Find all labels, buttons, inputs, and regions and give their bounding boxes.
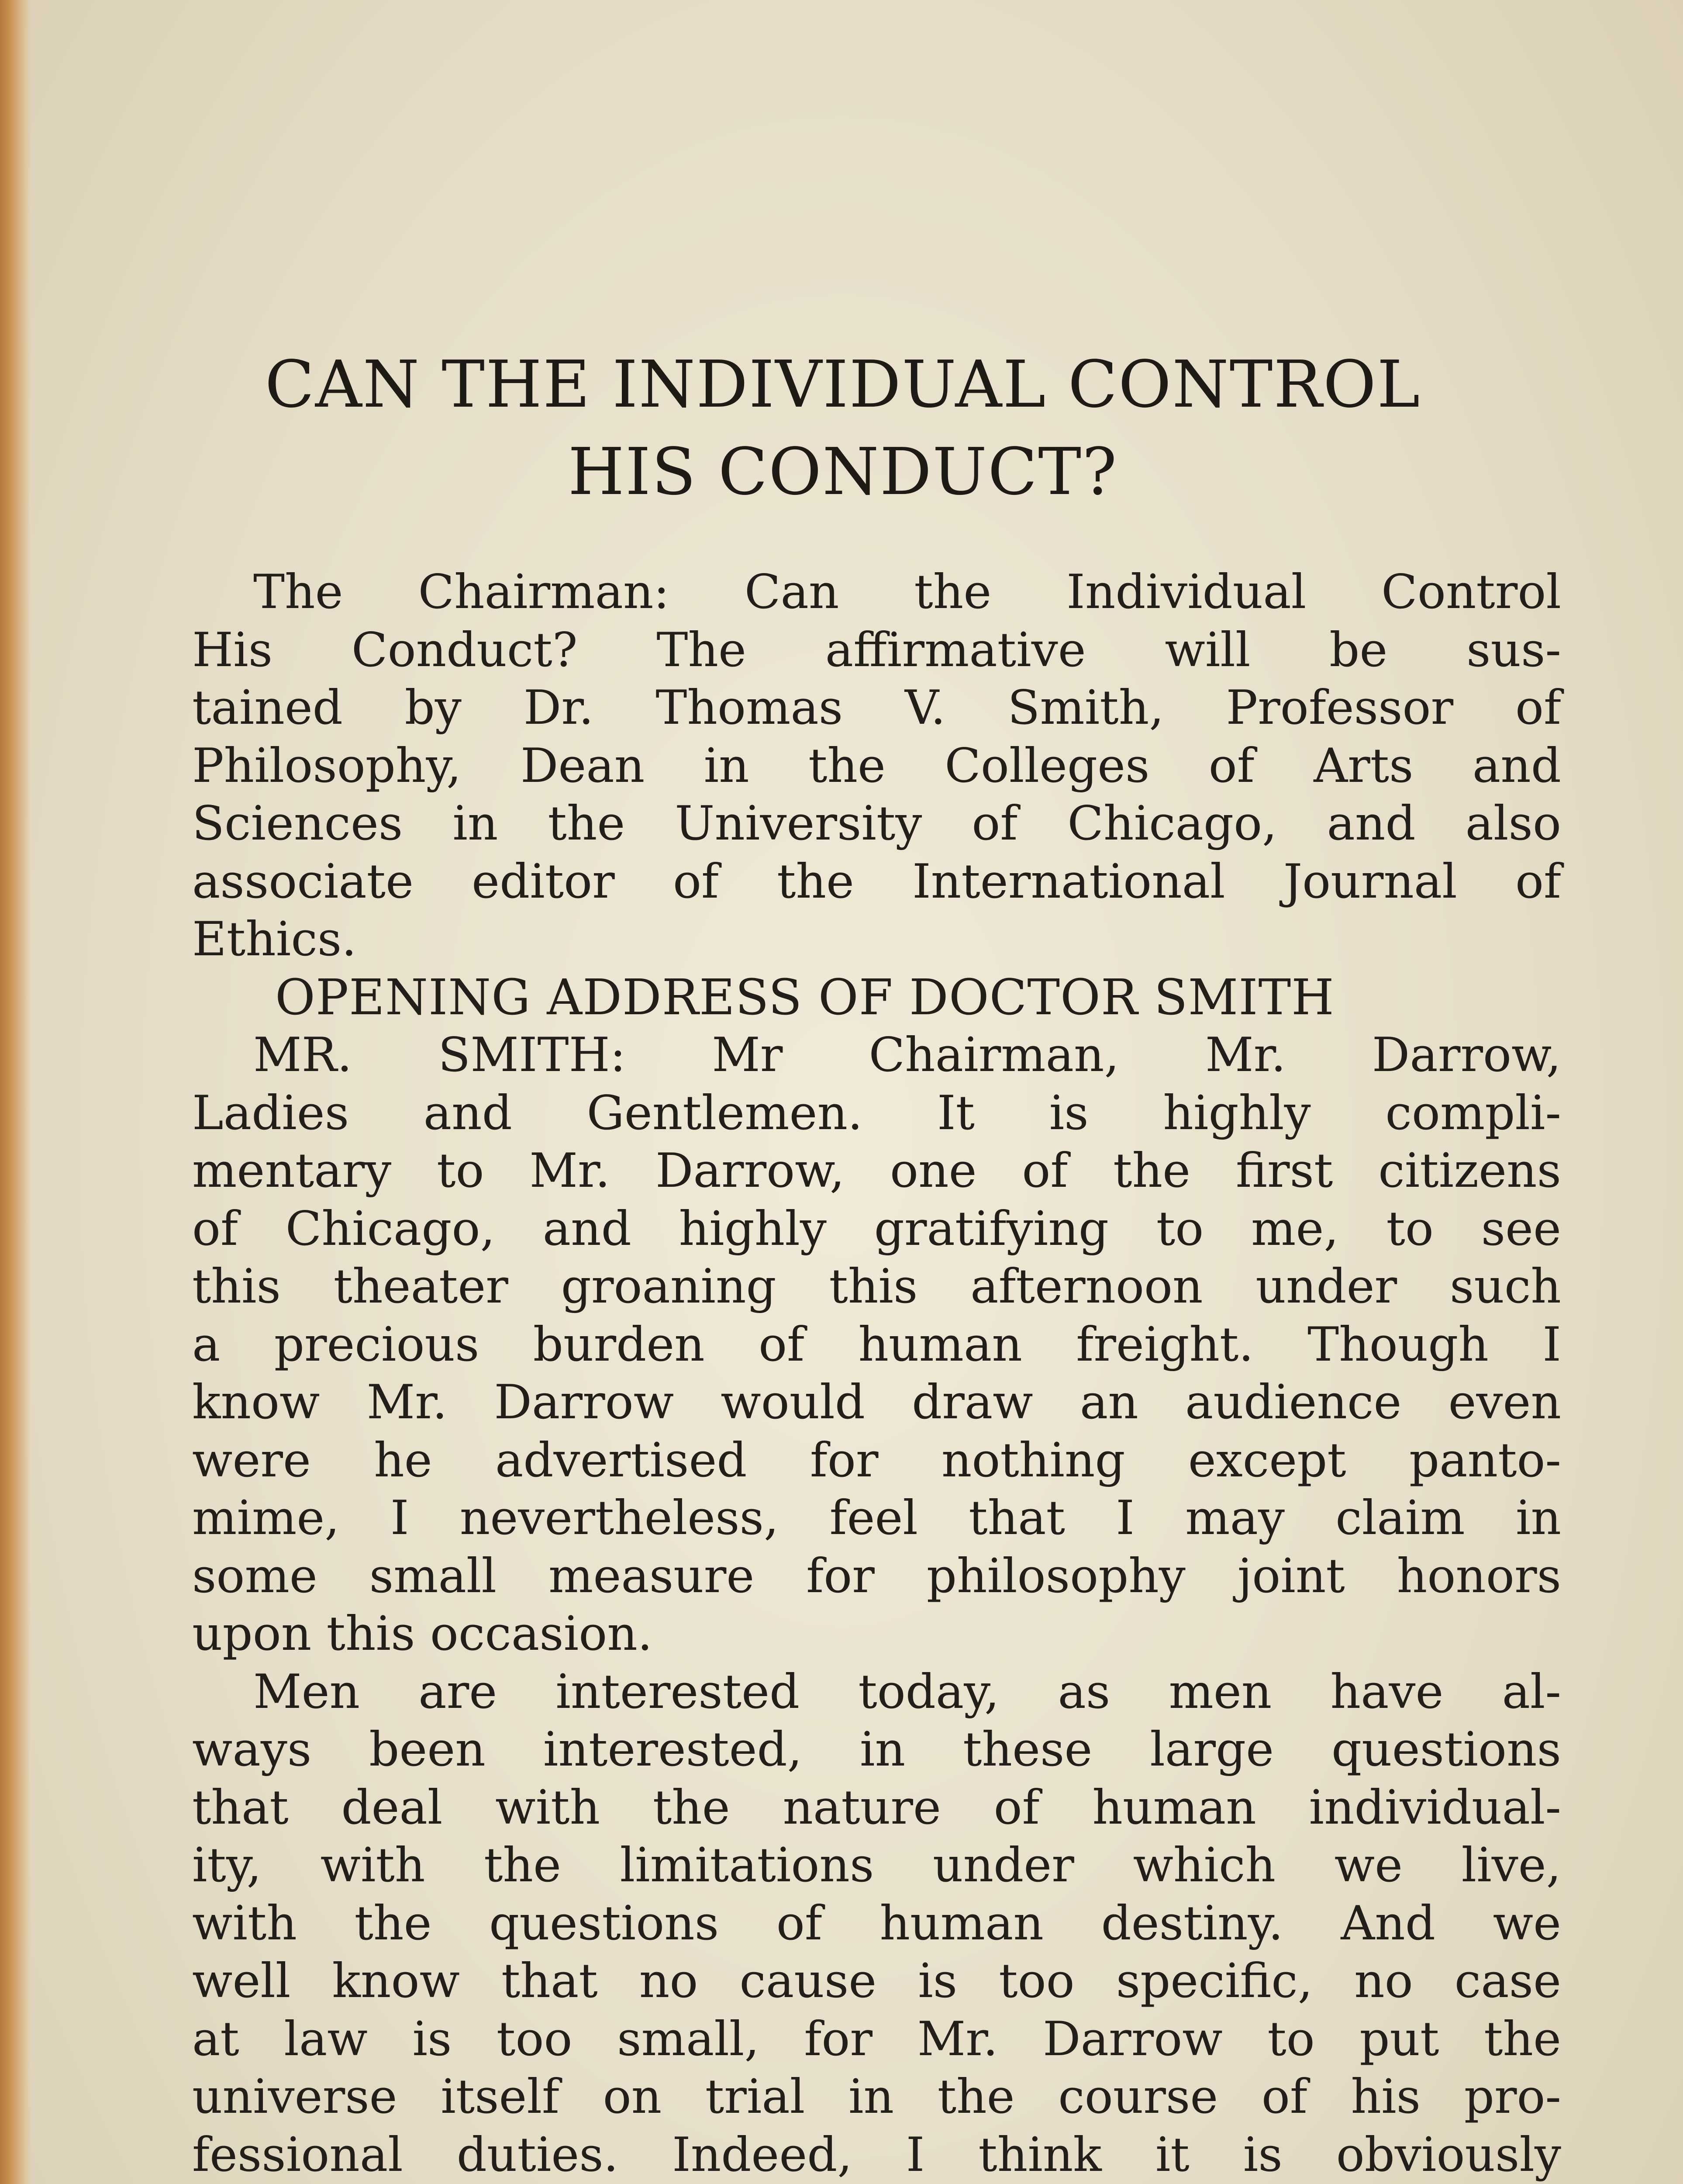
text-line: mime, I nevertheless, feel that I may claim in (192, 1491, 1561, 1545)
text-line: that deal with the nature of human individual- (192, 1780, 1561, 1835)
text-line: were he advertised for nothing except panto- (192, 1433, 1561, 1488)
text-line: Philosophy, Dean in the Colleges of Arts and (192, 738, 1561, 793)
text-line: universe itself on trial in the course of his pro- (192, 2070, 1561, 2124)
text-line: well know that no cause is too specific, no case (192, 1954, 1561, 2008)
text-line: ways been interested, in these large questions (192, 1722, 1561, 1777)
page-binding-edge (0, 0, 31, 2184)
text-line: at law is too small, for Mr. Darrow to put the (192, 2011, 1561, 2067)
chapter-title-line-1: CAN THE INDIVIDUAL CONTROL (265, 347, 1421, 422)
text-line: mentary to Mr. Darrow, one of the first citizens (192, 1144, 1561, 1198)
text-line: ity, with the limitations under which we live, (192, 1838, 1561, 1893)
second-paragraph (192, 1663, 1561, 2184)
text-line: this theater groaning this afternoon under such (192, 1259, 1561, 1314)
text-line: know Mr. Darrow would draw an audience even (192, 1375, 1561, 1430)
text-line: The Chairman: Can the Individual Control (253, 565, 1561, 619)
chapter-title-line-2: HIS CONDUCT? (568, 434, 1118, 509)
text-line: upon this occasion. (192, 1607, 653, 1661)
text-line: MR. SMITH: Mr Chairman, Mr. Darrow, (253, 1028, 1561, 1082)
text-line: Men are interested today, as men have al- (253, 1664, 1561, 1719)
text-line: with the questions of human destiny. And we (192, 1896, 1561, 1951)
text-line: Ethics. (192, 912, 357, 967)
intro-paragraph (192, 563, 1561, 969)
text-line: Sciences in the University of Chicago, and also (192, 796, 1561, 851)
text-line: His Conduct? The affirmative will be sus- (192, 622, 1561, 677)
body-text (192, 563, 1561, 2184)
text-line: a precious burden of human freight. Though I (192, 1317, 1561, 1372)
chapter-title (183, 341, 1502, 515)
text-line: Ladies and Gentlemen. It is highly compli- (192, 1085, 1561, 1140)
text-line: tained by Dr. Thomas V. Smith, Professor of (192, 681, 1561, 735)
section-heading: OPENING ADDRESS OF DOCTOR SMITH (275, 969, 1335, 1026)
text-line: some small measure for philosophy joint honors (192, 1548, 1561, 1603)
opening-paragraph (192, 1026, 1561, 1663)
text-line: associate editor of the International Journal of (192, 854, 1561, 909)
text-line: of Chicago, and highly gratifying to me, to see (192, 1201, 1561, 1256)
text-line: fessional duties. Indeed, I think it is obviously (192, 2127, 1561, 2182)
